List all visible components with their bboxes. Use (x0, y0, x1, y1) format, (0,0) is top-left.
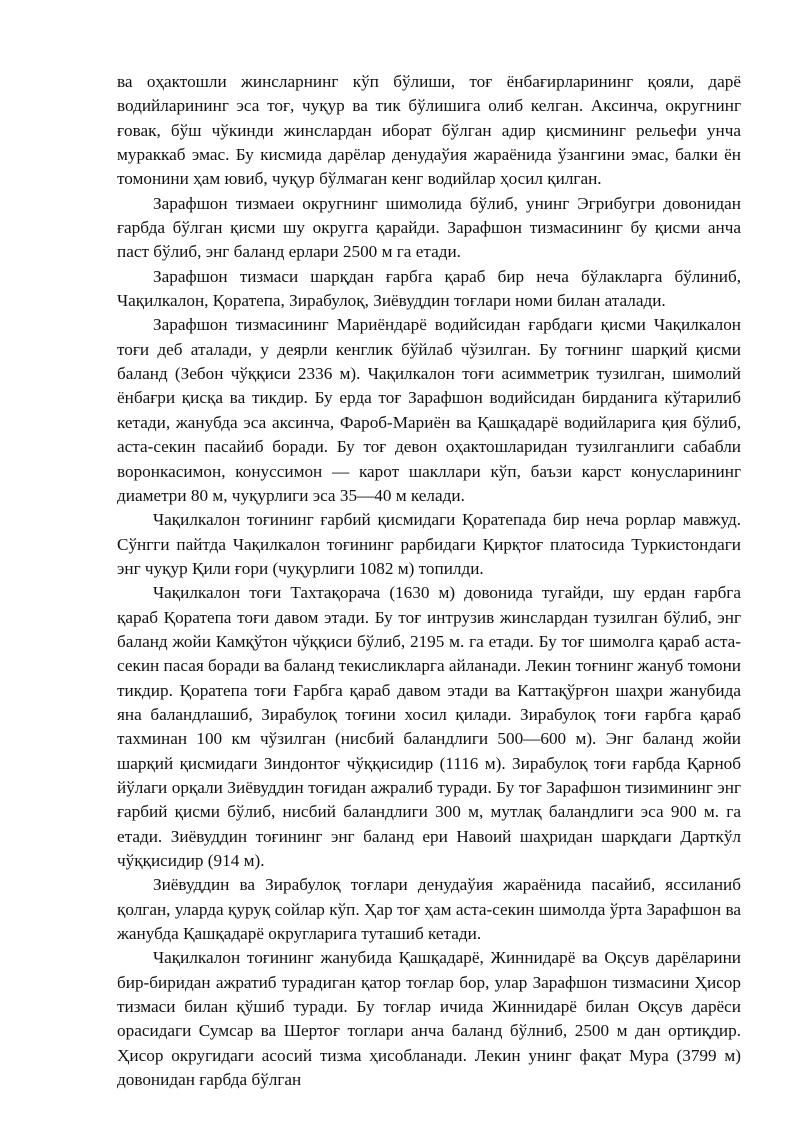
paragraph-1: ва оҳактошли жинсларнинг кўп бўлиши, тоғ ёнбағирларининг қояли, дарё водийларининг эса тоғ, чуқур ва тик бўлишига олиб келган. Аксинча, округнинг ғовак, бўш чўкинди жинслардан иборат бўлган адир қисмининг рельефи унча мураккаб эмас. Бу кисмида дарёлар денудаўия жараёнида ўзангини эмас, балки ён томонини ҳам ювиб, чуқур бўлмаган кенг водийлар ҳосил қилган. (117, 72, 741, 189)
paragraph-4: Зарафшон тизмасининг Мариёндарё водийсидан ғарбдаги қисми Чақилкалон тоғи деб аталади, у деярли кенглик бўйлаб чўзилган. Бу тоғнинг шарқий қисми баланд (Зебон чўққиси 2336 м). Чақилкалон тоғи асимметрик тузилган, шимолий ёнбағри қисқа ва тикдир. Бу ерда тоғ Зарафшон водийсидан бирданига кўтарилиб кетади, жанубда эса аксинча, Фароб-Мариён ва Қашқадарё водийларига қия бўлиб, аста-секин пасайиб боради. Бу тоғ девон оҳактошларидан тузилганлиги сабабли воронкасимон, конуссимон — карот шакллари кўп, баъзи карст конусларининг диаметри 80 м, чуқурлиги эса 35—40 м келади. (117, 315, 741, 505)
document-page (117, 70, 741, 1092)
paragraph-2: Зарафшон тизмаеи округнинг шимолида бўлиб, унинг Эгрибугри довонидан ғарбда бўлган қисми шу округга қарайди. Зарафшон тизмасининг бу қисми анча паст бўлиб, энг баланд ерлари 2500 м га етади. (117, 193, 741, 262)
paragraph-7: Зиёвуддин ва Зирабулоқ тоғлари денудаўия жараёнида пасайиб, яссиланиб қолган, уларда қуруқ сойлар кўп. Ҳар тоғ ҳам аста-секин шимолда ўрта Зарафшон ва жанубда Қашқадарё округларига туташиб кетади. (117, 875, 741, 944)
paragraph-8: Чақилкалон тоғининг жанубида Қашқадарё, Жиннидарё ва Оқсув дарёларини бир-биридан ажратиб турадиган қатор тоғлар бор, улар Зарафшон тизмасини Ҳисор тизмаси билан қўшиб туради. Бу тоғлар ичида Жиннидарё билан Оқсув дарёси орасидаги Сумсар ва Шертоғ тоглари анча баланд бўлниб, 2500 м дан ортиқдир. Ҳисор округидаги асосий тизма ҳисобланади. Лекин унинг фақат Мура (3799 м) довонидан ғарбда бўлган (117, 948, 741, 1090)
paragraph-3: Зарафшон тизмаси шарқдан ғарбга қараб бир неча бўлакларга бўлиниб, Чақилкалон, Қоратепа, Зирабулоқ, Зиёвуддин тоғлари номи билан аталади. (117, 266, 741, 311)
paragraph-6: Чақилкалон тоғи Тахтақорача (1630 м) довонида тугайди, шу ердан ғарбга қараб Қоратепа тоғи давом этади. Бу тоғ интрузив жинслардан тузилган бўлиб, энг баланд жойи Камқўтон чўққиси бўлиб, 2195 м. га етади. Бу тоғ шимолга қараб аста-секин пасая боради ва баланд текисликларга айланади. Лекин тоғнинг жануб томони тикдир. Қоратепа тоғи Ғарбга қараб давом этади ва Каттақўрғон шаҳри жанубида яна баландлашиб, Зирабулоқ тоғини хосил қилади. Зирабулоқ тоғи ғарбга қараб тахминан 100 км чўзилган (нисбий баландлиги 500—600 м). Энг баланд жойи шарқий қисмидаги Зиндонтоғ чўққисидир (1116 м). Зирабулоқ тоғи ғарбда Қарноб йўлаги орқали Зиёвуддин тоғидан ажралиб туради. Бу тоғ Зарафшон тизимининг энг ғарбий қисми бўлиб, нисбий баландлиги 300 м, мутлақ баландлиги эса 900 м. га етади. Зиёвуддин тоғининг энг баланд ери Навоий шаҳридан шарқдаги Дарткўл чўққисидир (914 м). (117, 583, 741, 870)
paragraph-5: Чақилкалон тоғининг ғарбий қисмидаги Қоратепада бир неча рорлар мавжуд. Сўнгги пайтда Чақилкалон тоғининг рарбидаги Қирқтоғ платосида Туркистондаги энг чуқур Қили ғори (чуқурлиги 1082 м) топилди. (117, 510, 741, 578)
